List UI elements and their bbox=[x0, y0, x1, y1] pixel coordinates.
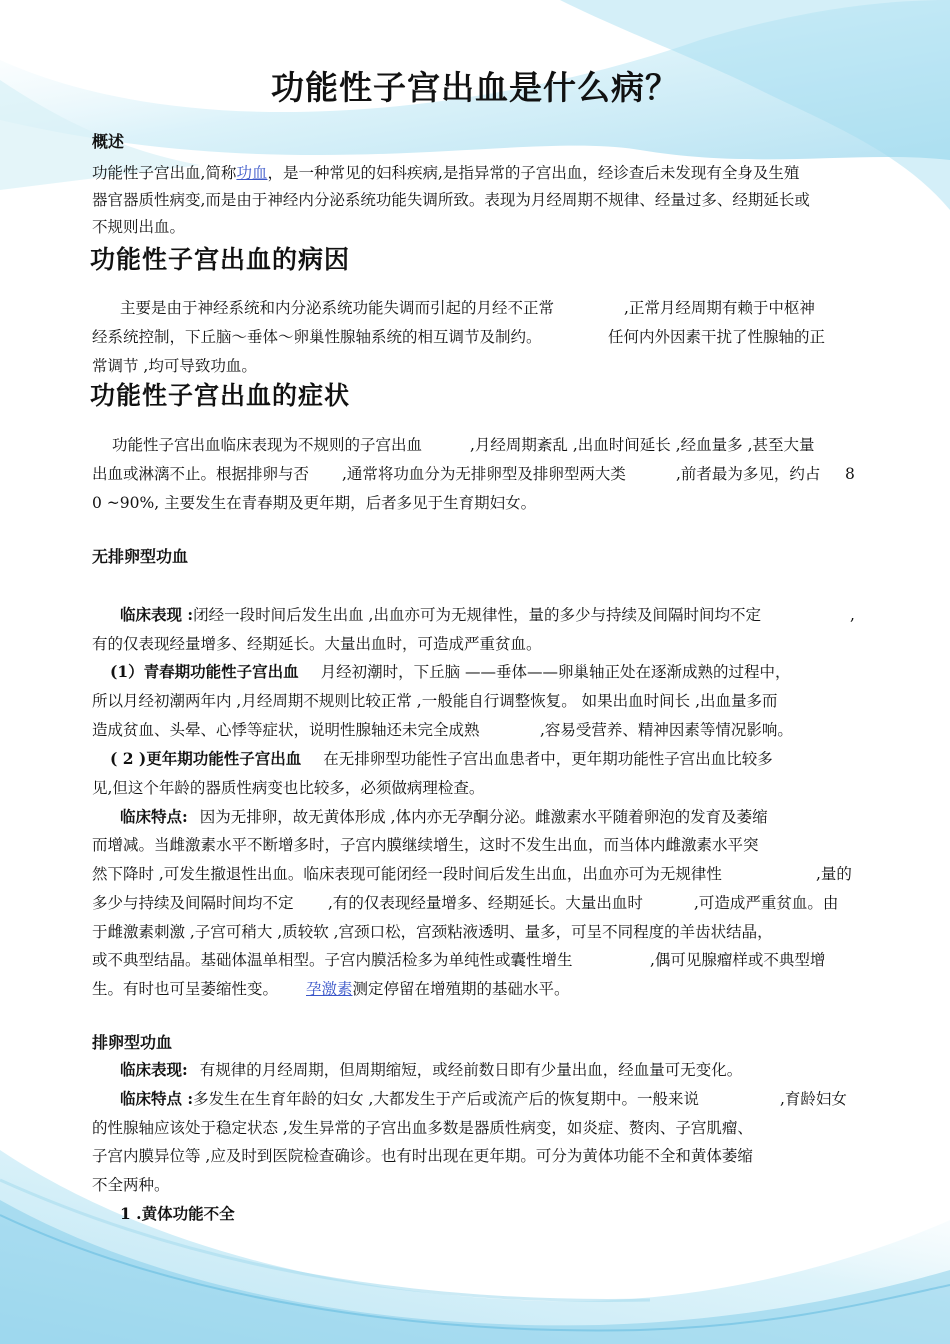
ov-item-1: 1 .黄体功能不全 bbox=[120, 1204, 235, 1223]
ov-p2-line-3: 子宫内膜异位等 ,应及时到医院检查确诊。也有时出现在更年期。可分为黄体功能不全和黄体萎缩 bbox=[92, 1147, 753, 1165]
anov-p4-line-4b: ,有的仅表现经量增多、经期延长。大量出血时 bbox=[328, 894, 643, 912]
anov-p4-line-2: 而增减。当雌激素水平不断增多时，子宫内膜继续增生，这时不发生出血，而当体内雌激素水平突 bbox=[92, 836, 759, 854]
ov-p2-line-4: 不全两种。 bbox=[92, 1176, 170, 1194]
symptoms-line-2d: 8 bbox=[845, 465, 855, 483]
overview-line-1: 功能性子宫出血,简称功血，是一种常见的妇科疾病,是指异常的子宫出血，经诊查后未发现有全身及生殖 bbox=[92, 164, 800, 182]
symptoms-line-3: 0 ~90%, 主要发生在青春期及更年期，后者多见于生育期妇女。 bbox=[92, 494, 537, 512]
overview-line-2: 器官器质性病变,而是由于神经内分泌系统功能失调所致。表现为月经周期不规律、经量过多、经期延长或 bbox=[92, 191, 810, 209]
anov-p3-line-2: 见,但这个年龄的器质性病变也比较多，必须做病理检查。 bbox=[92, 779, 485, 797]
anov-p1-line-2: 有的仅表现经量增多、经期延长。大量出血时，可造成严重贫血。 bbox=[92, 635, 542, 653]
anov-p4-line-6a: 或不典型结晶。基础体温单相型。子宫内膜活检多为单纯性或囊性增生 bbox=[92, 951, 573, 969]
symptoms-line-1b: ,月经周期紊乱 ,出血时间延长 ,经血量多 ,甚至大量 bbox=[470, 436, 815, 454]
anov-p4-line-5: 于雌激素刺激 ,子宫可稍大 ,质较软 ,宫颈口松，宫颈粘液透明、量多，可呈不同程度的羊齿状结晶， bbox=[92, 923, 773, 941]
ov-p2-line-1b: ,育龄妇女 bbox=[780, 1090, 847, 1108]
symptoms-line-2a: 出血或淋漓不止。根据排卵与否 bbox=[92, 465, 310, 483]
symptoms-line-1a: 功能性子宫出血临床表现为不规则的子宫出血 bbox=[112, 436, 423, 454]
anov-p4-line-3b: ,量的 bbox=[816, 865, 852, 883]
cause-heading: 功能性子宫出血的病因 bbox=[90, 245, 351, 274]
anov-p4-line-7: 孕激素测定停留在增殖期的基础水平。 bbox=[306, 980, 570, 998]
cause-line-2b: 任何内外因素干扰了性腺轴的正 bbox=[608, 328, 826, 346]
anov-p4-line-7a: 生。有时也可呈萎缩性变。 bbox=[92, 980, 279, 998]
symptoms-line-2c: ,前者最为多见，约占 bbox=[676, 465, 821, 483]
anov-p1-line-1: 临床表现 :闭经一段时间后发生出血 ,出血亦可为无规律性，量的多少与持续及间隔时间均不定 bbox=[120, 605, 761, 624]
cause-line-3: 常调节 ,均可导致功血。 bbox=[92, 357, 257, 375]
page-title: 功能性子宫出血是什么病？ bbox=[271, 68, 679, 107]
anov-p4-line-6b: ,偶可见腺瘤样或不典型增 bbox=[650, 951, 826, 969]
overview-line-3: 不规则出血。 bbox=[92, 218, 186, 236]
progesterone-link[interactable]: 孕激素 bbox=[306, 980, 353, 998]
gongxue-link[interactable]: 功血 bbox=[236, 164, 268, 182]
symptoms-heading: 功能性子宫出血的症状 bbox=[90, 381, 351, 410]
anov-p2-line-2: 所以月经初潮两年内 ,月经周期不规则比较正常 ,一般能自行调整恢复。 如果出血时间长 ,出血量多而 bbox=[92, 692, 778, 710]
anov-p4-line-4a: 多少与持续及间隔时间均不定 bbox=[92, 894, 294, 912]
cause-line-1b: ,正常月经周期有赖于中枢神 bbox=[624, 299, 815, 317]
symptoms-line-2b: ,通常将功血分为无排卵型及排卵型两大类 bbox=[342, 465, 626, 483]
ov-p1-line-1: 临床表现: 有规律的月经周期，但周期缩短，或经前数日即有少量出血，经血量可无变化。 bbox=[120, 1060, 743, 1079]
cause-line-1a: 主要是由于神经系统和内分泌系统功能失调而引起的月经不正常 bbox=[120, 299, 555, 317]
ov-heading: 排卵型功血 bbox=[92, 1033, 173, 1052]
anov-p2-line-3a: 造成贫血、头晕、心悸等症状，说明性腺轴还未完全成熟 bbox=[92, 721, 480, 739]
anov-p4-line-4c: ,可造成严重贫血。由 bbox=[694, 894, 839, 912]
anov-p1-line-1b: , bbox=[850, 606, 855, 624]
anov-p2-line-3b: ,容易受营养、精神因素等情况影响。 bbox=[540, 721, 793, 739]
anov-p4-line-3a: 然下降时 ,可发生撤退性出血。临床表现可能闭经一段时间后发生出血，出血亦可为无规律性 bbox=[92, 865, 722, 883]
cause-line-2a: 经系统控制，下丘脑～垂体～卵巢性腺轴系统的相互调节及制约。 bbox=[92, 328, 542, 346]
overview-heading: 概述 bbox=[92, 132, 125, 151]
ov-p2-line-1: 临床特点 :多发生在生育年龄的妇女 ,大都发生于产后或流产后的恢复期中。一般来说 bbox=[120, 1089, 699, 1108]
ov-p2-line-2: 的性腺轴应该处于稳定状态 ,发生异常的子宫出血多数是器质性病变，如炎症、赘肉、子宫肌瘤、 bbox=[92, 1119, 753, 1137]
anov-p3-line-1: ( 2 )更年期功能性子宫出血 在无排卵型功能性子宫出血患者中，更年期功能性子宫出血比较多 bbox=[110, 749, 773, 768]
anov-p2-line-1: (1）青春期功能性子宫出血 月经初潮时，下丘脑 ——垂体——卵巢轴正处在逐渐成熟的过程中， bbox=[110, 662, 791, 681]
anov-heading: 无排卵型功血 bbox=[92, 547, 189, 566]
anov-p4-line-1: 临床特点: 因为无排卵，故无黄体形成 ,体内亦无孕酮分泌。雌激素水平随着卵泡的发育及萎缩 bbox=[120, 807, 768, 826]
